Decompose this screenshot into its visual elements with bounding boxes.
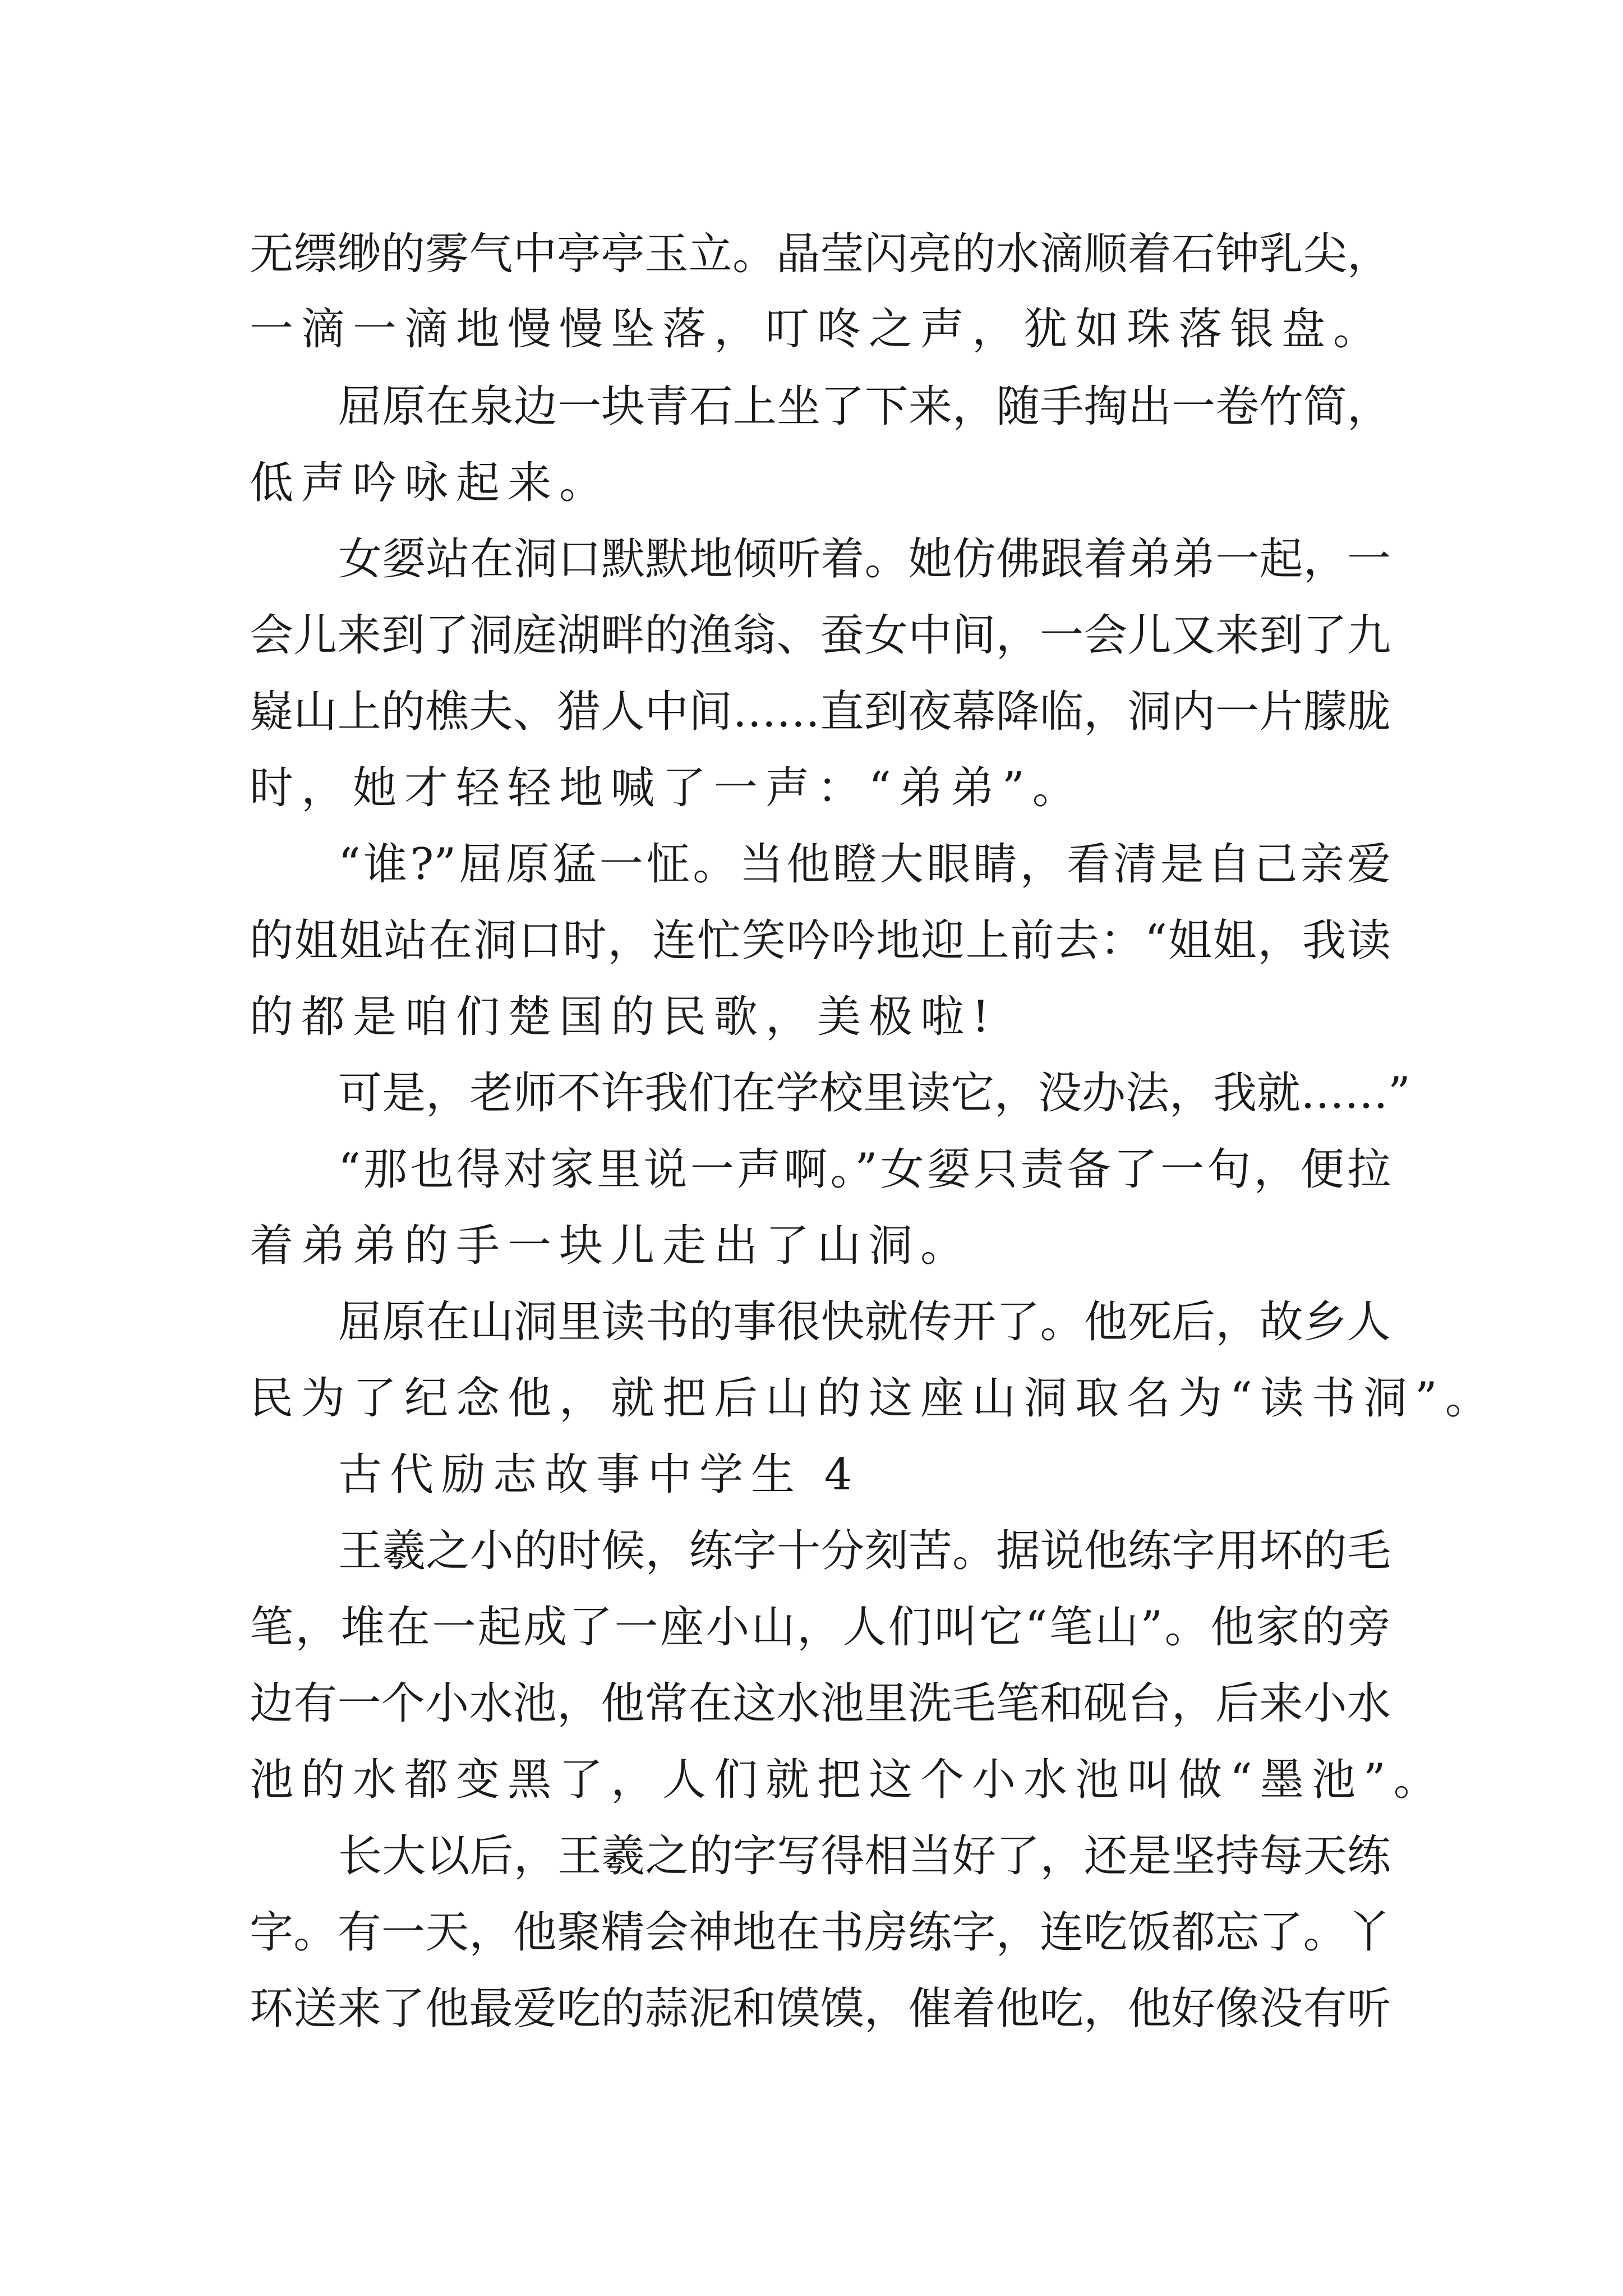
text-line: 屈原在泉边一块青石上坐了下来，随手掏出一卷竹简， [338,381,1391,432]
text-line: 环送来了他最爱吃的蒜泥和馍馍，催着他吃，他好像没有听 [250,1984,1391,2034]
text-line: 屈原在山洞里读书的事很快就传开了。他死后，故乡人 [338,1297,1391,1347]
text-line: 笔，堆在一起成了一座小山，人们叫它“笔山”。他家的旁 [250,1602,1391,1653]
text-line: 边有一个小水池，他常在这水池里洗毛笔和砚台，后来小水 [250,1678,1391,1729]
text-line: 字。有一天，他聚精会神地在书房练字，连吃饭都忘了。丫 [250,1907,1391,1958]
text-line: “谁?”屈原猛一怔。当他瞪大眼睛，看清是自己亲爱 [338,839,1391,890]
text-line: 王羲之小的时候，练字十分刻苦。据说他练字用坏的毛 [338,1526,1391,1576]
text-line: 可是，老师不许我们在学校里读它，没办法，我就……” [338,1068,1410,1119]
text-line: “那也得对家里说一声啊。”女媭只责备了一句，便拉 [338,1144,1391,1195]
text-line: 会儿来到了洞庭湖畔的渔翁、蚕女中间，一会儿又来到了九 [250,610,1391,661]
text-line: 民为了纪念他，就把后山的这座山洞取名为“读书洞”。 [250,1373,1497,1424]
text-line: 无缥缈的雾气中亭亭玉立。晶莹闪亮的水滴顺着石钟乳尖， [250,229,1391,279]
text-line: 时，她才轻轻地喊了一声：“弟弟”。 [250,763,1084,813]
text-line: 一滴一滴地慢慢坠落，叮咚之声，犹如珠落银盘。 [250,304,1385,355]
text-line: 池的水都变黑了，人们就把这个小水池叫做“墨池”。 [250,1755,1445,1805]
text-line: 嶷山上的樵夫、猎人中间……直到夜幕降临，洞内一片朦胧 [250,687,1391,737]
section-heading: 古代励志故事中学生 4 [338,1450,860,1500]
text-line: 低声吟咏起来。 [250,458,611,508]
text-line: 着弟弟的手一块儿走出了山洞。 [250,1221,972,1271]
text-line: 长大以后，王羲之的字写得相当好了，还是坚持每天练 [338,1831,1391,1881]
text-line: 女媭站在洞口默默地倾听着。她仿佛跟着弟弟一起，一 [338,534,1391,585]
text-line: 的都是咱们楚国的民歌，美极啦! [250,992,998,1042]
text-line: 的姐姐站在洞口时，连忙笑吟吟地迎上前去：“姐姐，我读 [250,915,1391,966]
